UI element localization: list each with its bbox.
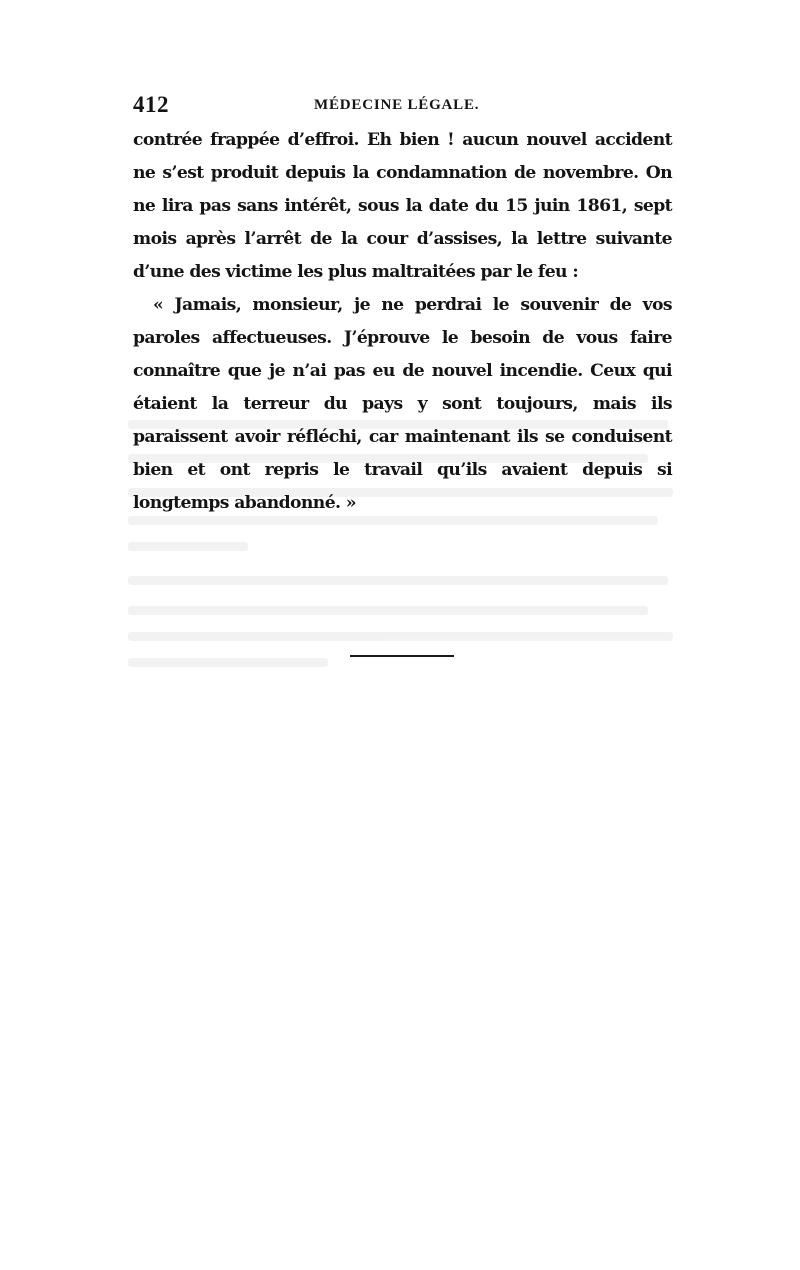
page-number: 412: [133, 92, 169, 117]
section-divider-rule: [350, 655, 454, 657]
paragraph-quoted-letter: « Jamais, monsieur, je ne perdrai le souvenir de vos paroles affectueuses. J’éprouve le besoin de vous faire connaître que je n’ai pas eu de nouvel incendie. Ceux qui étaient la terreur du pays y sont toujours, mais ils paraissent avoir réfléchi, car maintenant ils se conduisent bien et ont repris le travail qu’ils avaient depuis si longtemps abandonné. »: [133, 295, 672, 513]
running-title: MÉDECINE LÉGALE.: [314, 97, 480, 113]
paragraph-narrative: contrée frappée d’effroi. Eh bien ! aucun nouvel accident ne s’est produit depuis la condamnation de novembre. On ne lira pas sans intérêt, sous la date du 15 juin 1861, sept mois après l’arrêt de la cour d’assises, la lettre suivante d’une des victime les plus maltraitées par le feu :: [133, 130, 672, 282]
body-text: [133, 124, 672, 520]
page-header: [133, 92, 673, 120]
